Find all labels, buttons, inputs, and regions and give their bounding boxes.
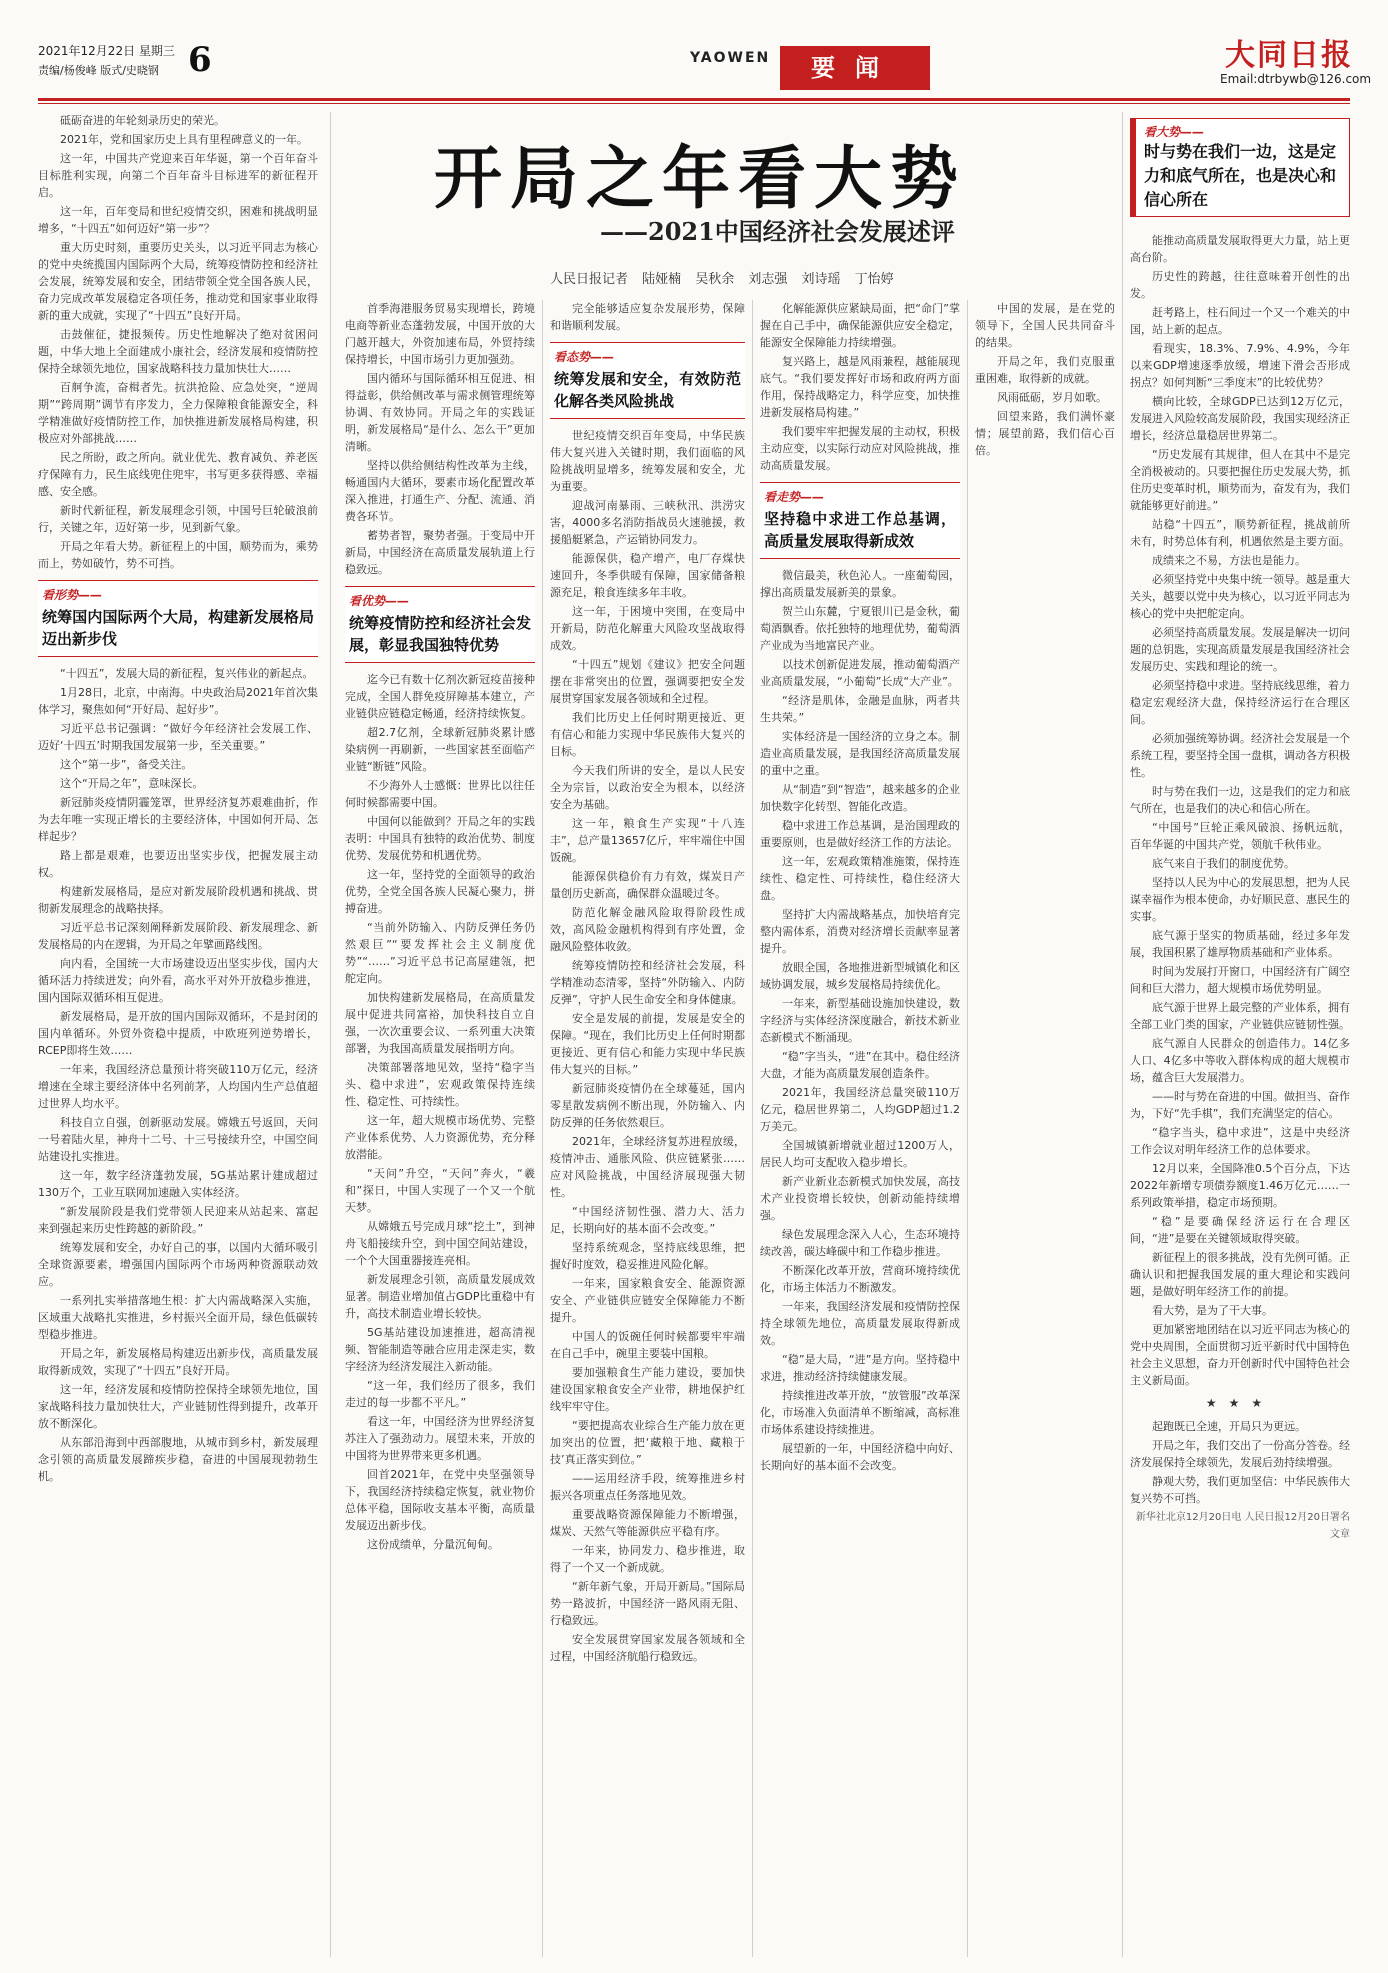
paragraph: 开局之年，新发展格局构建迈出新步伐，高质量发展取得新成效，实现了“十四五”良好开局。: [38, 1347, 318, 1377]
paragraph: 2021年，我国经济总量突破110万亿元，稳居世界第二，人均GDP超过1.2万美元。: [760, 1086, 960, 1133]
issue-date: 2021年12月22日 星期三: [38, 44, 175, 58]
subsection-heading: [760, 482, 960, 559]
paragraph: 这一年，百年变局和世纪疫情交织，困难和挑战明显增多，“十四五”如何迈好“第一步”？: [38, 205, 318, 235]
paragraph: “十四五”规划《建议》把安全问题摆在非常突出的位置，强调要把安全发展贯穿国家发展各领域和全过程。: [550, 658, 745, 705]
paragraph: “当前外防输入、内防反弹任务仍然艰巨”“要发挥社会主义制度优势”“……”习近平总书记高屋建瓴，把舵定向。: [345, 921, 535, 985]
paragraph: 这一年，中国共产党迎来百年华诞，第一个百年奋斗目标胜利实现，向第二个百年奋斗目标进军的新征程开启。: [38, 152, 318, 199]
paragraph: 不断深化改革开放，营商环境持续优化，市场主体活力不断激发。: [760, 1264, 960, 1294]
paragraph: “历史发展有其规律，但人在其中不是完全消极被动的。只要把握住历史发展大势，抓住历史变革时机，顺势而为，奋发有为，我们就能够更好前进。”: [1130, 448, 1350, 512]
column-5: [975, 300, 1115, 1957]
paragraph: 要加强粮食生产能力建设，要加快建设国家粮食安全产业带，耕地保护红线牢牢守住。: [550, 1366, 745, 1413]
paragraph: 这个“开局之年”，意味深长。: [60, 777, 204, 790]
paragraph: 迄今已有数十亿剂次新冠疫苗接种完成，全国人群免疫屏障基本建立，产业链供应链稳定畅通，经济持续恢复。: [345, 673, 535, 720]
paragraph: 看现实，18.3%、7.9%、4.9%，今年以来GDP增速逐季放缓，增速下滑会否形成拐点？如何判断“三季度末”的比较优势？: [1130, 342, 1350, 389]
paragraph: “十四五”，发展大局的新征程，复兴伟业的新起点。: [60, 667, 314, 680]
paragraph: 科技自立自强，创新驱动发展。嫦娥五号返回，天问一号着陆火星，神舟十二号、十三号接续升空，中国空间站建设扎实推进。: [38, 1116, 318, 1163]
masthead: [0, 0, 1388, 110]
paragraph: 中国人的饭碗任何时候都要牢牢端在自己手中，碗里主要装中国粮。: [550, 1330, 745, 1360]
paragraph: 看这一年，中国经济为世界经济复苏注入了强劲动力。展望未来，开放的中国将为世界带来更多机遇。: [345, 1415, 535, 1462]
column-divider: [542, 300, 543, 1957]
paragraph: 迎战河南暴雨、三峡秋汛、洪涝灾害，4000多名消防指战员火速驰援，救援船艇紧急，产运销协同发力。: [550, 499, 745, 546]
paragraph: 习近平总书记强调：“做好今年经济社会发展工作、迈好‘十四五’时期我国发展第一步，至关重要。”: [38, 722, 318, 752]
paragraph: 2021年，全球经济复苏进程放缓，疫情冲击、通胀风险、供应链紧张……应对风险挑战，中国经济展现强大韧性。: [550, 1135, 745, 1199]
section-label: 要闻: [780, 46, 930, 90]
paragraph: 重大历史时刻，重要历史关头，以习近平同志为核心的党中央统揽国内国际两个大局，统筹疫情防控和经济社会发展，统筹发展和安全，团结带领全党全国各族人民，奋力完成改革发展稳定各项任务，推动党和国家事业取得新的重大成就，实现了“十四五”良好开局。: [38, 241, 318, 322]
contact-email: Email:dtrbywb@126.com: [1220, 72, 1372, 86]
paragraph: 静观大势，我们更加坚信：中华民族伟大复兴势不可挡。: [1130, 1475, 1350, 1505]
paragraph: 这一年，经济发展和疫情防控保持全球领先地位，国家战略科技力量加快壮大，产业链韧性得到提升，改革开放不断深化。: [38, 1383, 318, 1430]
paragraph: 国内循环与国际循环相互促进、相得益彰，供给侧改革与需求侧管理统筹协调、有效协同。开局之年的实践证明，新发展格局“是什么、怎么干”更加清晰。: [345, 372, 535, 453]
column-divider: [967, 300, 968, 1957]
paragraph: 防范化解金融风险取得阶段性成效，高风险金融机构得到有序处置，金融风险整体收敛。: [550, 906, 745, 953]
source-credit: 新华社北京12月20日电 人民日报12月20日署名文章: [1135, 1512, 1350, 1540]
paragraph: 我们要牢牢把握发展的主动权，积极主动应变，以实际行动应对风险挑战，推动高质量发展。: [760, 425, 960, 472]
paragraph: 开局之年，我们克服重重困难，取得新的成就。: [975, 355, 1115, 385]
paragraph: 不少海外人士感慨：世界比以往任何时候都需要中国。: [345, 779, 535, 809]
paragraph: 新产业新业态新模式加快发展，高技术产业投资增长较快，创新动能持续增强。: [760, 1175, 960, 1222]
paragraph: 更加紧密地团结在以习近平同志为核心的党中央周围，全面贯彻习近平新时代中国特色社会主义思想，奋力开创新时代中国特色社会主义新局面。: [1130, 1323, 1350, 1387]
header-divider-thin: [38, 103, 1350, 104]
paragraph: 能源保供稳价有力有效，煤炭日产量创历史新高，确保群众温暖过冬。: [550, 870, 745, 900]
paragraph: 民之所盼，政之所向。就业优先、教育减负、养老医疗保障有力，民生底线兜住兜牢，书写更多获得感、幸福感、安全感。: [38, 451, 318, 498]
paragraph: 2021年，党和国家历史上具有里程碑意义的一年。: [60, 133, 308, 146]
paragraph: 一年来，我国经济发展和疫情防控保持全球领先地位，高质量发展取得新成效。: [760, 1300, 960, 1347]
paragraph: 底气源自人民群众的创造伟力。14亿多人口、4亿多中等收入群体构成的超大规模市场，蕴含巨大发展潜力。: [1130, 1037, 1350, 1084]
paragraph: 绿色发展理念深入人心，生态环境持续改善，碳达峰碳中和工作稳步推进。: [760, 1228, 960, 1258]
paragraph: 必须坚持党中央集中统一领导。越是重大关头，越要以党中央为核心，以习近平同志为核心的党中央把舵定向。: [1130, 573, 1350, 620]
paragraph: “天问”升空，“天问”奔火，“羲和”探日，中国人实现了一个又一个航天梦。: [345, 1167, 535, 1214]
paragraph: “稳字当头，稳中求进”，这是中央经济工作会议对明年经济工作的总体要求。: [1130, 1126, 1350, 1156]
subsection-heading: [550, 342, 745, 419]
paragraph: 全国城镇新增就业超过1200万人，居民人均可支配收入稳步增长。: [760, 1139, 960, 1169]
subsection-tag: 看形势——: [42, 588, 103, 602]
paragraph: 从东部沿海到中西部腹地，从城市到乡村，新发展理念引领的高质量发展蹄疾步稳，奋进的中国展现勃勃生机。: [38, 1436, 318, 1483]
pull-quote-text: 时与势在我们一边，这是定力和底气所在，也是决心和信心所在: [1144, 142, 1337, 209]
paragraph: 稳中求进工作总基调，是治国理政的重要原则，也是做好经济工作的方法论。: [760, 819, 960, 849]
paragraph: 这一年，数字经济蓬勃发展，5G基站累计建成超过130万个，工业互联网加速融入实体经济。: [38, 1169, 318, 1199]
paragraph: 一年来，我国经济总量预计将突破110万亿元，经济增速在全球主要经济体中名列前茅，人均国内生产总值超过世界人均水平。: [38, 1063, 318, 1110]
paragraph: 能源保供，稳产增产，电厂存煤快速回升，冬季供暖有保障，国家储备粮源充足，粮食连续多年丰收。: [550, 552, 745, 599]
paragraph: “稳”是要确保经济运行在合理区间，“进”是要在关键领域取得突破。: [1130, 1215, 1350, 1245]
paragraph: 风雨砥砺，岁月如歌。: [997, 391, 1107, 404]
paragraph: 一年来，新型基础设施加快建设，数字经济与实体经济深度融合，新技术新业态新模式不断涌现。: [760, 997, 960, 1044]
paragraph: 统筹发展和安全，办好自己的事，以国内大循环吸引全球资源要素，增强国内国际两个市场两种资源联动效应。: [38, 1241, 318, 1288]
paragraph: 新发展格局，是开放的国内国际双循环，不是封闭的国内单循环。外贸外资稳中提质，中欧班列逆势增长，RCEP即将生效……: [38, 1010, 318, 1057]
paragraph: 底气源于坚实的物质基础，经过多年发展，我国积累了雄厚物质基础和产业体系。: [1130, 929, 1350, 959]
paragraph: ——运用经济手段，统筹推进乡村振兴各项重点任务落地见效。: [550, 1472, 745, 1502]
pull-quote-tag: 看大势——: [1144, 125, 1205, 139]
paragraph: 世纪疫情交织百年变局，中华民族伟大复兴进入关键时期，我们面临的风险挑战明显增多，统筹发展和安全，尤为重要。: [550, 429, 745, 493]
paragraph: 新冠肺炎疫情仍在全球蔓延，国内零星散发病例不断出现，外防输入、内防反弹的任务依然艰巨。: [550, 1082, 745, 1129]
paragraph: 贺兰山东麓，宁夏银川已是金秋，葡萄酒飘香。依托独特的地理优势，葡萄酒产业成为当地富民产业。: [760, 605, 960, 652]
paragraph: ——时与势在奋进的中国。做担当、奋作为，下好“先手棋”，我们充满坚定的信心。: [1130, 1090, 1350, 1120]
article-headline: 开局之年看大势: [433, 139, 966, 219]
paragraph: 这一年，于困境中突围，在变局中开新局，防范化解重大风险攻坚战取得成效。: [550, 605, 745, 652]
paragraph: 看大势，是为了干大事。: [1152, 1304, 1273, 1317]
article-subheadline: ——2021中国经济社会发展述评: [600, 217, 955, 246]
column-6: [1130, 232, 1350, 1957]
paragraph: 必须坚持高质量发展。发展是解决一切问题的总钥匙，实现高质量发展是我国经济社会发展历史、实践和理论的统一。: [1130, 626, 1350, 673]
paragraph: 坚持系统观念，坚持底线思维，把握好时度效，稳妥推进风险化解。: [550, 1241, 745, 1271]
paragraph: 从“制造”到“智造”，越来越多的企业加快数字化转型、智能化改造。: [760, 783, 960, 813]
paragraph: 这一年，坚持党的全面领导的政治优势，全党全国各族人民凝心聚力，拼搏奋进。: [345, 868, 535, 915]
paragraph: 今天我们所讲的安全，是以人民安全为宗旨，以政治安全为根本，以经济安全为基础。: [550, 764, 745, 811]
article-byline: 人民日报记者 陆娅楠 吴秋余 刘志强 刘诗瑶 丁怡婷: [550, 272, 894, 287]
paragraph: 蓄势者智，聚势者强。于变局中开新局，中国经济在高质量发展轨道上行稳致远。: [345, 529, 535, 576]
paragraph: 加快构建新发展格局，在高质量发展中促进共同富裕，加快科技自立自强，一次次重要会议、一系列重大决策部署，为我国高质量发展指明方向。: [345, 991, 535, 1055]
paragraph: 这一年，粮食生产实现“十八连丰”，总产量13657亿斤，牢牢端住中国饭碗。: [550, 817, 745, 864]
column-divider: [1122, 112, 1123, 1957]
paragraph: “这一年，我们经历了很多，我们走过的每一步都不平凡。”: [345, 1379, 535, 1409]
paragraph: 重要战略资源保障能力不断增强，煤炭、天然气等能源供应平稳有序。: [550, 1508, 745, 1538]
paragraph: 砥砺奋进的年轮刻录历史的荣光。: [60, 114, 225, 127]
paragraph: 开局之年看大势。新征程上的中国，顺势而为，乘势而上，势如破竹，势不可挡。: [38, 540, 318, 570]
paragraph: 我们比历史上任何时期更接近、更有信心和能力实现中华民族伟大复兴的目标。: [550, 711, 745, 758]
newspaper-logo: 大同日报: [1225, 38, 1353, 73]
paragraph: “稳”是大局，“进”是方向。坚持稳中求进，推动经济持续健康发展。: [760, 1353, 960, 1383]
paragraph: 决策部署落地见效，坚持“稳字当头、稳中求进”，宏观政策保持连续性、稳定性、可持续性。: [345, 1061, 535, 1108]
column-3: [550, 300, 745, 1957]
paragraph: 以技术创新促进发展，推动葡萄酒产业高质量发展，“小葡萄”长成“大产业”。: [760, 658, 960, 688]
paragraph: 实体经济是一国经济的立身之本。制造业高质量发展，是我国经济高质量发展的重中之重。: [760, 730, 960, 777]
paragraph: “新年新气象，开局开新局。”国际局势一路波折，中国经济一路风雨无阻、行稳致远。: [550, 1580, 745, 1627]
paragraph: 开局之年，我们交出了一份高分答卷。经济发展保持全球领先，发展后劲持续增强。: [1130, 1439, 1350, 1469]
paragraph: 坚持以人民为中心的发展思想，把为人民谋幸福作为根本使命，办好顺民意、惠民生的实事。: [1130, 876, 1350, 923]
paragraph: 超2.7亿剂，全球新冠肺炎累计感染病例一再刷新，一些国家甚至面临产业链“断链”风险。: [345, 726, 535, 773]
paragraph: 统筹疫情防控和经济社会发展，科学精准动态清零，坚持“外防输入、内防反弹”，守护人民生命安全和身体健康。: [550, 959, 745, 1006]
paragraph: “要把提高农业综合生产能力放在更加突出的位置，把‘藏粮于地、藏粮于技’真正落实到位。”: [550, 1419, 745, 1466]
column-1: [38, 112, 318, 1957]
section-english-label: YAOWEN: [690, 50, 771, 66]
paragraph: 复兴路上，越是风雨兼程，越能展现底气。“我们要发挥好市场和政府两方面作用，保持战略定力，科学应变，加快推进新发展格局构建。”: [760, 355, 960, 419]
paragraph: 这一年，超大规模市场优势、完整产业体系优势、人力资源优势，充分释放潜能。: [345, 1114, 535, 1161]
paragraph: 化解能源供应紧缺局面，把“命门”掌握在自己手中，确保能源供应安全稳定，能源安全保障能力持续增强。: [760, 302, 960, 349]
paragraph: 起跑既已全速，开局只为更远。: [1152, 1420, 1306, 1433]
paragraph: 向内看，全国统一大市场建设迈出坚实步伐，国内大循环活力持续迸发；向外看，高水平对外开放稳步推进，国内国际双循环相互促进。: [38, 957, 318, 1004]
paragraph: 中国的发展，是在党的领导下，全国人民共同奋斗的结果。: [975, 302, 1115, 349]
paragraph: 新冠肺炎疫情阴霾笼罩，世界经济复苏艰难曲折，作为去年唯一实现正增长的主要经济体，中国如何开局、怎样起步？: [38, 796, 318, 843]
paragraph: 站稳“十四五”，顺势新征程，挑战前所未有，时势总体有利，机遇依然是主要方面。: [1130, 518, 1350, 548]
paragraph: 必须加强统筹协调。经济社会发展是一个系统工程，要坚持全国一盘棋，调动各方积极性。: [1130, 732, 1350, 779]
header-divider: [38, 98, 1350, 101]
paragraph: 坚持扩大内需战略基点，加快培育完整内需体系，消费对经济增长贡献率显著提升。: [760, 908, 960, 955]
column-divider: [330, 112, 331, 1957]
paragraph: 击鼓催征，捷报频传。历史性地解决了绝对贫困问题，中华大地上全面建成小康社会，经济发展和疫情防控保持全球领先地位，国家战略科技力量加快壮大……: [38, 328, 318, 375]
paragraph: 一年来，协同发力、稳步推进，取得了一个又一个新成就。: [550, 1544, 745, 1574]
pull-quote-box: [1130, 118, 1350, 217]
paragraph: “中国经济韧性强、潜力大、活力足，长期向好的基本面不会改变。”: [550, 1205, 745, 1235]
paragraph: 时间为发展打开窗口，中国经济有广阔空间和巨大潜力，超大规模市场优势明显。: [1130, 965, 1350, 995]
paragraph: 展望新的一年，中国经济稳中向好、长期向好的基本面不会改变。: [760, 1442, 960, 1472]
paragraph: 安全发展贯穿国家发展各领域和全过程，中国经济航船行稳致远。: [550, 1633, 745, 1663]
paragraph: 赶考路上，柱石间过一个又一个难关的中国，站上新的起点。: [1130, 306, 1350, 336]
paragraph: 习近平总书记深刻阐释新发展阶段、新发展理念、新发展格局的内在逻辑，为开局之年擘画路线图。: [38, 921, 318, 951]
paragraph: 回首2021年，在党中央坚强领导下，我国经济持续稳定恢复，就业物价总体平稳，国际收支基本平衡，高质量发展迈出新步伐。: [345, 1468, 535, 1532]
paragraph: 历史性的跨越，往往意味着开创性的出发。: [1130, 270, 1350, 300]
paragraph: 完全能够适应复杂发展形势，保障和谐顺利发展。: [550, 302, 745, 332]
paragraph: 时与势在我们一边，这是我们的定力和底气所在，也是我们的决心和信心所在。: [1130, 785, 1350, 815]
paragraph: 路上都是艰难，也要迈出坚实步伐，把握发展主动权。: [38, 849, 318, 879]
section-stars: ★★★: [1205, 1396, 1275, 1410]
paragraph: 持续推进改革开放，“放管服”改革深化，市场准入负面清单不断缩减，高标准市场体系建设持续推进。: [760, 1389, 960, 1436]
paragraph: 坚持以供给侧结构性改革为主线，畅通国内大循环，要素市场化配置改革深入推进，打通生产、分配、流通、消费各环节。: [345, 459, 535, 523]
paragraph: 新发展理念引领，高质量发展成效显著。制造业增加值占GDP比重稳中有升，高技术制造业增长较快。: [345, 1273, 535, 1320]
paragraph: 1月28日，北京，中南海。中央政治局2021年首次集体学习，聚焦如何“开好局、起好步”。: [38, 686, 318, 716]
paragraph: “中国号”巨轮正乘风破浪、扬帆远航，百年华诞的中国共产党，领航千秋伟业。: [1130, 821, 1350, 851]
paragraph: 一年来，国家粮食安全、能源资源安全、产业链供应链安全保障能力不断提升。: [550, 1277, 745, 1324]
subsection-tag: 看态势——: [554, 350, 615, 364]
paragraph: 这个“第一步”，备受关注。: [60, 758, 193, 771]
paragraph: 放眼全国，各地推进新型城镇化和区域协调发展，城乡发展格局持续优化。: [760, 961, 960, 991]
column-divider: [752, 300, 753, 1957]
paragraph: 底气来自于我们的制度优势。: [1152, 857, 1295, 870]
paragraph: 底气源于世界上最完整的产业体系，拥有全部工业门类的国家，产业链供应链韧性强。: [1130, 1001, 1350, 1031]
paragraph: 12月以来，全国降准0.5个百分点，下达2022年新增专项债券额度1.46万亿元……一系列政策举措，稳定市场预期。: [1130, 1162, 1350, 1209]
paragraph: 5G基站建设加速推进，超高清视频、智能制造等融合应用走深走实，数字经济为经济发展注入新动能。: [345, 1326, 535, 1373]
subsection-tag: 看优势——: [349, 594, 410, 608]
paragraph: 横向比较，全球GDP已达到12万亿元，发展进入风险较高发展阶段，我国实现经济正增长，经济总量稳居世界第二。: [1130, 395, 1350, 442]
paragraph: “经济是肌体，金融是血脉，两者共生共荣。”: [760, 694, 960, 724]
subsection-title: 统筹发展和安全，有效防范化解各类风险挑战: [554, 370, 741, 410]
paragraph: 构建新发展格局，是应对新发展阶段机遇和挑战、贯彻新发展理念的战略抉择。: [38, 885, 318, 915]
paragraph: 首季海港服务贸易实现增长，跨境电商等新业态蓬勃发展，中国开放的大门越开越大，外资加速布局，外贸持续保持增长，中国市场引力更加强劲。: [345, 302, 535, 366]
paragraph: 这份成绩单，分量沉甸甸。: [367, 1538, 499, 1551]
subsection-tag: 看走势——: [764, 490, 825, 504]
paragraph: 一系列扎实举措落地生根：扩大内需战略深入实施，区域重大战略扎实推进，乡村振兴全面开局，绿色低碳转型稳步推进。: [38, 1294, 318, 1341]
subsection-title: 统筹国内国际两个大局，构建新发展格局迈出新步伐: [42, 608, 314, 648]
paragraph: “新发展阶段是我们党带领人民迎来从站起来、富起来到强起来历史性跨越的新阶段。”: [38, 1205, 318, 1235]
subsection-title: 坚持稳中求进工作总基调，高质量发展取得新成效: [764, 510, 956, 550]
paragraph: “稳”字当头，“进”在其中。稳住经济大盘，才能为高质量发展创造条件。: [760, 1050, 960, 1080]
paragraph: 新时代新征程，新发展理念引领，中国号巨轮破浪前行，关键之年，迈好第一步，见到新气象。: [38, 504, 318, 534]
subsection-title: 统筹疫情防控和经济社会发展，彰显我国独特优势: [349, 614, 531, 654]
paragraph: 微信最美，秋色沁人。一座葡萄园，撑出高质量发展新美的景象。: [760, 569, 960, 599]
paragraph: 从嫦娥五号完成月球“挖土”，到神舟飞船接续升空，到中国空间站建设，一个个大国重器接连亮相。: [345, 1220, 535, 1267]
column-2: [345, 300, 535, 1957]
paragraph: 安全是发展的前提，发展是安全的保障。“现在，我们比历史上任何时期都更接近、更有信心和能力实现中华民族伟大复兴的目标。”: [550, 1012, 745, 1076]
paragraph: 新征程上的很多挑战，没有先例可循。正确认识和把握我国发展的重大理论和实践问题，是做好明年经济工作的前提。: [1130, 1251, 1350, 1298]
editor-credits: 责编/杨俊峰 版式/史晓钢: [38, 64, 159, 77]
page-number: 6: [188, 40, 212, 80]
subsection-heading: [345, 586, 535, 663]
paragraph: 必须坚持稳中求进。坚持底线思维，着力稳定宏观经济大盘，保持经济运行在合理区间。: [1130, 679, 1350, 726]
paragraph: 中国何以能做到？开局之年的实践表明：中国具有独特的政治优势、制度优势、发展优势和机遇优势。: [345, 815, 535, 862]
subsection-heading: [38, 580, 318, 657]
paragraph: 能推动高质量发展取得更大力量，站上更高台阶。: [1130, 234, 1350, 264]
column-4: [760, 300, 960, 1957]
paragraph: 成绩来之不易，方法也是能力。: [1152, 554, 1306, 567]
paragraph: 百舸争流，奋楫者先。抗洪抢险、应急处突，“逆周期”“跨周期”调节有序发力，全力保障粮食能源安全，科学精准做好疫情防控工作，加快推进新发展格局构建，积极应对外部挑战……: [38, 381, 318, 445]
paragraph: 回望来路，我们满怀豪情；展望前路，我们信心百倍。: [975, 410, 1115, 457]
paragraph: 这一年，宏观政策精准施策，保持连续性、稳定性、可持续性，稳住经济大盘。: [760, 855, 960, 902]
